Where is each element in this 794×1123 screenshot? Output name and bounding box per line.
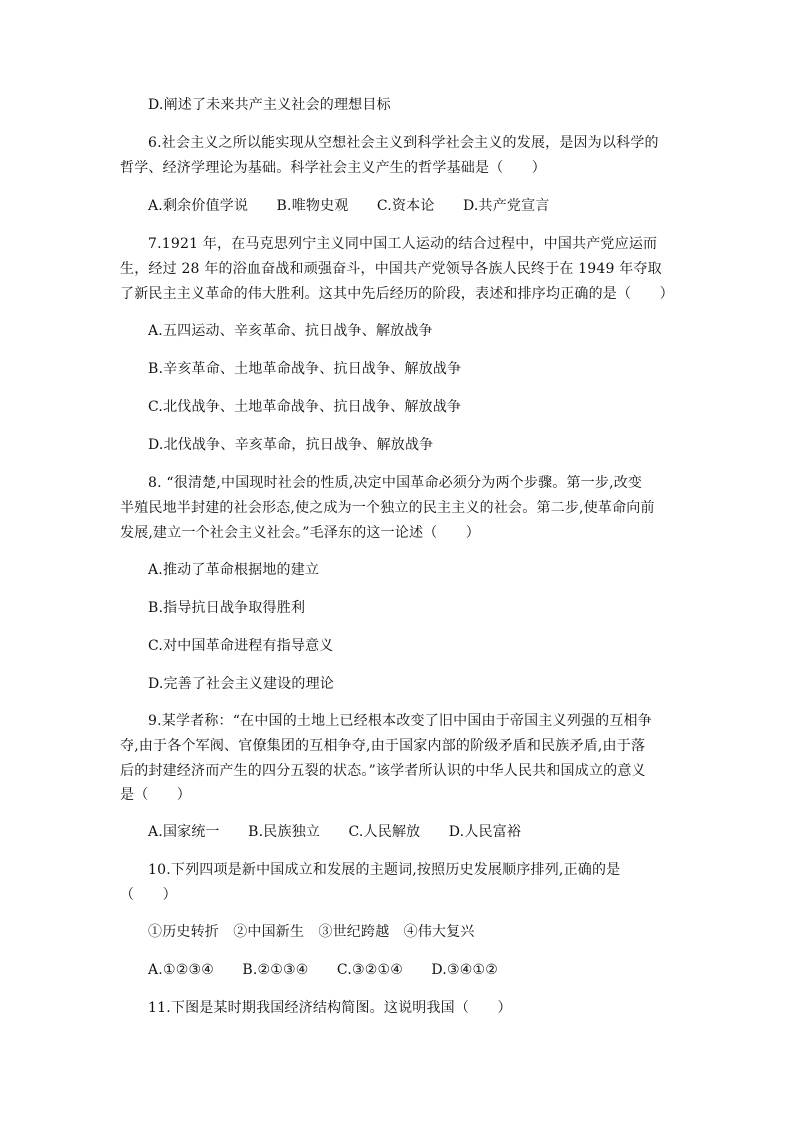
q7-option-c: C.北伐战争、土地革命战争、抗日战争、解放战争	[148, 399, 462, 415]
q7-option-d: D.北伐战争、辛亥革命，抗日战争、解放战争	[148, 437, 434, 453]
q9-stem-line-3: 后的封建经济而产生的四分五裂的状态。”该学者所认识的中华人民共和国成立的意义	[120, 763, 646, 779]
q9-stem-line-4: 是（ ）	[120, 787, 191, 803]
q5-option-d: D.阐述了未来共产主义社会的理想目标	[148, 97, 391, 113]
q10-stem-line-2: （ ）	[120, 887, 177, 903]
q8-stem-line-3: 发展,建立一个社会主义社会。”毛泽东的这一论述（ ）	[120, 525, 481, 541]
q8-option-a: A.推动了革命根据地的建立	[148, 562, 320, 578]
q9-options: A.国家统一 B.民族独立 C.人民解放 D.人民富裕	[148, 824, 522, 840]
q6-stem-line-1: 6.社会主义之所以能实现从空想社会主义到科学社会主义的发展，是因为以科学的	[148, 135, 659, 151]
q9-stem-line-1: 9.某学者称：“在中国的土地上已经根本改变了旧中国由于帝国主义列强的互相争	[148, 713, 652, 729]
q8-option-d: D.完善了社会主义建设的理论	[148, 676, 334, 692]
q10-options: A.①②③④ B.②①③④ C.③②①④ D.③④①②	[148, 962, 498, 978]
q8-option-c: C.对中国革命进程有指导意义	[148, 638, 334, 654]
q7-option-b: B.辛亥革命、土地革命战争、抗日战争、解放战争	[148, 361, 462, 377]
q7-option-a: A.五四运动、辛亥革命、抗日战争、解放战争	[148, 323, 433, 339]
q10-items: ①历史转折 ②中国新生 ③世纪跨越 ④伟大复兴	[148, 924, 475, 940]
q7-stem-line-2: 生，经过 28 年的浴血奋战和顽强奋斗，中国共产党领导各族人民终于在 1949 年夺取	[120, 261, 662, 277]
q6-options: A.剩余价值学说 B.唯物史观 C.资本论 D.共产党宣言	[148, 198, 550, 214]
q10-stem-line-1: 10.下列四项是新中国成立和发展的主题词,按照历史发展顺序排列,正确的是	[148, 862, 621, 878]
q8-stem-line-2: 半殖民地半封建的社会形态,使之成为一个独立的民主主义的社会。第二步,使革命向前	[120, 500, 655, 516]
q9-stem-line-2: 夺,由于各个军阀、官僚集团的互相争夺,由于国家内部的阶级矛盾和民族矛盾,由于落	[120, 738, 646, 754]
q8-stem-line-1: 8. “很清楚,中国现时社会的性质,决定中国革命必须分为两个步骤。第一步,改变	[148, 475, 643, 491]
q11-stem-line-1: 11.下图是某时期我国经济结构简图。这说明我国（ ）	[148, 1000, 512, 1016]
q7-stem-line-1: 7.1921 年，在马克思列宁主义同中国工人运动的结合过程中，中国共产党应运而	[148, 236, 658, 252]
q7-stem-line-3: 了新民主主义革命的伟大胜利。这其中先后经历的阶段，表述和排序均正确的是（ ）	[120, 286, 674, 302]
q6-stem-line-2: 哲学、经济学理论为基础。科学社会主义产生的哲学基础是（ ）	[120, 160, 546, 176]
q8-option-b: B.指导抗日战争取得胜利	[148, 600, 306, 616]
